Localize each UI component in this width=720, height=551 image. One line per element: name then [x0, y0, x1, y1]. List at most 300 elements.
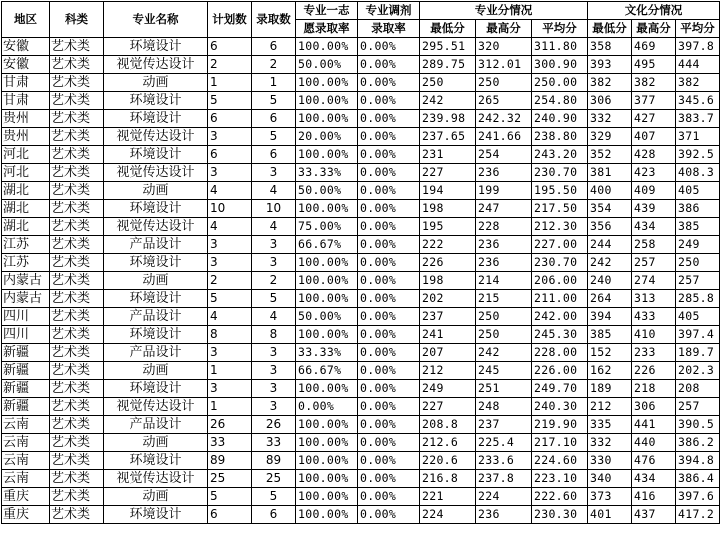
cell-pro-avg: 240.30 [532, 398, 588, 416]
cell-major: 环境设计 [104, 290, 208, 308]
header-cul-score-group: 文化分情况 [588, 2, 720, 20]
table-row [2, 452, 720, 470]
cell-cul-min: 244 [588, 236, 632, 254]
table-row [2, 380, 720, 398]
cell-pro-avg: 223.10 [532, 470, 588, 488]
cell-category: 艺术类 [50, 146, 104, 164]
cell-cul-min: 400 [588, 182, 632, 200]
cell-adjust-rate: 0.00% [358, 308, 420, 326]
cell-pro-min: 216.8 [420, 470, 476, 488]
cell-pro-min: 208.8 [420, 416, 476, 434]
header-adjust-line2: 录取率 [358, 20, 420, 38]
table-row [2, 56, 720, 74]
table-row [2, 290, 720, 308]
cell-cul-min: 354 [588, 200, 632, 218]
cell-cul-avg: 250 [676, 254, 720, 272]
cell-region: 新疆 [2, 380, 50, 398]
cell-cul-max: 495 [632, 56, 676, 74]
cell-category: 艺术类 [50, 218, 104, 236]
table-row [2, 434, 720, 452]
cell-region: 贵州 [2, 128, 50, 146]
cell-region: 湖北 [2, 200, 50, 218]
cell-cul-max: 439 [632, 200, 676, 218]
header-plan: 计划数 [208, 2, 252, 38]
cell-pro-min: 194 [420, 182, 476, 200]
cell-category: 艺术类 [50, 200, 104, 218]
cell-cul-min: 332 [588, 110, 632, 128]
cell-cul-min: 240 [588, 272, 632, 290]
cell-pro-avg: 240.90 [532, 110, 588, 128]
cell-cul-max: 434 [632, 470, 676, 488]
cell-admit: 5 [252, 488, 296, 506]
cell-cul-max: 233 [632, 344, 676, 362]
cell-pro-avg: 238.80 [532, 128, 588, 146]
table-row [2, 326, 720, 344]
cell-first-choice-rate: 75.00% [296, 218, 358, 236]
cell-major: 环境设计 [104, 380, 208, 398]
cell-category: 艺术类 [50, 434, 104, 452]
cell-category: 艺术类 [50, 128, 104, 146]
cell-region: 云南 [2, 416, 50, 434]
cell-cul-min: 401 [588, 506, 632, 524]
cell-first-choice-rate: 100.00% [296, 146, 358, 164]
cell-region: 云南 [2, 452, 50, 470]
cell-admit: 3 [252, 398, 296, 416]
cell-cul-avg: 444 [676, 56, 720, 74]
cell-plan: 4 [208, 308, 252, 326]
cell-category: 艺术类 [50, 92, 104, 110]
cell-first-choice-rate: 33.33% [296, 164, 358, 182]
table-row [2, 506, 720, 524]
cell-cul-avg: 397.6 [676, 488, 720, 506]
cell-pro-avg: 254.80 [532, 92, 588, 110]
cell-pro-avg: 212.30 [532, 218, 588, 236]
header-pro-max: 最高分 [476, 20, 532, 38]
cell-cul-avg: 390.5 [676, 416, 720, 434]
cell-adjust-rate: 0.00% [358, 146, 420, 164]
cell-major: 动画 [104, 362, 208, 380]
cell-cul-avg: 405 [676, 182, 720, 200]
cell-major: 动画 [104, 74, 208, 92]
cell-region: 新疆 [2, 362, 50, 380]
cell-region: 四川 [2, 326, 50, 344]
cell-category: 艺术类 [50, 74, 104, 92]
cell-pro-max: 250 [476, 74, 532, 92]
cell-region: 河北 [2, 164, 50, 182]
cell-first-choice-rate: 100.00% [296, 380, 358, 398]
cell-pro-min: 289.75 [420, 56, 476, 74]
table-row [2, 38, 720, 56]
cell-major: 产品设计 [104, 344, 208, 362]
cell-cul-min: 264 [588, 290, 632, 308]
cell-pro-avg: 230.70 [532, 164, 588, 182]
cell-pro-min: 227 [420, 398, 476, 416]
cell-cul-max: 377 [632, 92, 676, 110]
cell-major: 环境设计 [104, 110, 208, 128]
cell-region: 云南 [2, 470, 50, 488]
cell-pro-avg: 249.70 [532, 380, 588, 398]
table-row [2, 146, 720, 164]
cell-pro-max: 236 [476, 254, 532, 272]
cell-pro-avg: 219.90 [532, 416, 588, 434]
cell-pro-min: 239.98 [420, 110, 476, 128]
cell-cul-min: 189 [588, 380, 632, 398]
cell-category: 艺术类 [50, 164, 104, 182]
cell-major: 环境设计 [104, 38, 208, 56]
cell-plan: 3 [208, 380, 252, 398]
cell-plan: 3 [208, 344, 252, 362]
cell-pro-avg: 242.00 [532, 308, 588, 326]
cell-first-choice-rate: 50.00% [296, 56, 358, 74]
cell-pro-max: 236 [476, 164, 532, 182]
cell-cul-avg: 385 [676, 218, 720, 236]
cell-major: 环境设计 [104, 254, 208, 272]
cell-cul-min: 212 [588, 398, 632, 416]
cell-cul-avg: 386.2 [676, 434, 720, 452]
table-row [2, 236, 720, 254]
cell-adjust-rate: 0.00% [358, 380, 420, 398]
cell-pro-max: 237 [476, 416, 532, 434]
cell-region: 云南 [2, 434, 50, 452]
cell-adjust-rate: 0.00% [358, 434, 420, 452]
header-major: 专业名称 [104, 2, 208, 38]
cell-cul-max: 407 [632, 128, 676, 146]
cell-plan: 1 [208, 398, 252, 416]
cell-first-choice-rate: 100.00% [296, 416, 358, 434]
cell-adjust-rate: 0.00% [358, 92, 420, 110]
cell-major: 动画 [104, 182, 208, 200]
cell-adjust-rate: 0.00% [358, 452, 420, 470]
header-pro-score-group: 专业分情况 [420, 2, 588, 20]
cell-admit: 3 [252, 380, 296, 398]
cell-pro-avg: 195.50 [532, 182, 588, 200]
cell-pro-max: 214 [476, 272, 532, 290]
cell-first-choice-rate: 100.00% [296, 254, 358, 272]
table-row [2, 74, 720, 92]
cell-pro-max: 312.01 [476, 56, 532, 74]
table-row [2, 164, 720, 182]
cell-plan: 6 [208, 146, 252, 164]
cell-cul-max: 274 [632, 272, 676, 290]
cell-pro-max: 250 [476, 326, 532, 344]
cell-first-choice-rate: 100.00% [296, 488, 358, 506]
cell-pro-max: 254 [476, 146, 532, 164]
cell-cul-min: 352 [588, 146, 632, 164]
cell-pro-max: 225.4 [476, 434, 532, 452]
cell-major: 视觉传达设计 [104, 218, 208, 236]
cell-admit: 6 [252, 146, 296, 164]
cell-category: 艺术类 [50, 254, 104, 272]
cell-pro-max: 241.66 [476, 128, 532, 146]
cell-pro-min: 212.6 [420, 434, 476, 452]
cell-category: 艺术类 [50, 308, 104, 326]
cell-major: 视觉传达设计 [104, 398, 208, 416]
cell-pro-min: 207 [420, 344, 476, 362]
cell-cul-avg: 189.7 [676, 344, 720, 362]
cell-plan: 3 [208, 128, 252, 146]
cell-pro-max: 215 [476, 290, 532, 308]
cell-pro-min: 212 [420, 362, 476, 380]
cell-region: 新疆 [2, 344, 50, 362]
cell-category: 艺术类 [50, 290, 104, 308]
header-pro-min: 最低分 [420, 20, 476, 38]
cell-plan: 5 [208, 290, 252, 308]
table-row [2, 110, 720, 128]
cell-cul-avg: 382 [676, 74, 720, 92]
cell-region: 江苏 [2, 254, 50, 272]
cell-pro-max: 247 [476, 200, 532, 218]
cell-cul-max: 410 [632, 326, 676, 344]
cell-region: 河北 [2, 146, 50, 164]
cell-pro-max: 250 [476, 308, 532, 326]
header-cul-max: 最高分 [632, 20, 676, 38]
cell-adjust-rate: 0.00% [358, 416, 420, 434]
cell-plan: 4 [208, 218, 252, 236]
cell-plan: 1 [208, 362, 252, 380]
cell-pro-min: 202 [420, 290, 476, 308]
cell-cul-min: 306 [588, 92, 632, 110]
admission-score-table [1, 1, 720, 524]
cell-admit: 2 [252, 56, 296, 74]
cell-cul-min: 162 [588, 362, 632, 380]
cell-plan: 5 [208, 92, 252, 110]
cell-first-choice-rate: 100.00% [296, 74, 358, 92]
cell-pro-min: 226 [420, 254, 476, 272]
cell-region: 湖北 [2, 218, 50, 236]
table-row [2, 362, 720, 380]
cell-pro-avg: 227.00 [532, 236, 588, 254]
cell-cul-min: 332 [588, 434, 632, 452]
cell-pro-min: 241 [420, 326, 476, 344]
cell-pro-min: 231 [420, 146, 476, 164]
cell-adjust-rate: 0.00% [358, 128, 420, 146]
cell-plan: 6 [208, 110, 252, 128]
cell-cul-min: 152 [588, 344, 632, 362]
cell-admit: 10 [252, 200, 296, 218]
cell-cul-max: 257 [632, 254, 676, 272]
cell-adjust-rate: 0.00% [358, 470, 420, 488]
cell-region: 甘肃 [2, 92, 50, 110]
cell-major: 环境设计 [104, 506, 208, 524]
cell-cul-max: 382 [632, 74, 676, 92]
table-row [2, 308, 720, 326]
cell-cul-avg: 408.3 [676, 164, 720, 182]
cell-category: 艺术类 [50, 380, 104, 398]
cell-major: 视觉传达设计 [104, 56, 208, 74]
cell-region: 江苏 [2, 236, 50, 254]
table-row [2, 470, 720, 488]
cell-cul-min: 385 [588, 326, 632, 344]
cell-pro-min: 237.65 [420, 128, 476, 146]
table-row [2, 254, 720, 272]
cell-plan: 33 [208, 434, 252, 452]
cell-admit: 6 [252, 110, 296, 128]
header-region: 地区 [2, 2, 50, 38]
header-cul-min: 最低分 [588, 20, 632, 38]
cell-cul-max: 423 [632, 164, 676, 182]
cell-cul-avg: 417.2 [676, 506, 720, 524]
table-body [2, 38, 720, 524]
cell-plan: 8 [208, 326, 252, 344]
cell-admit: 3 [252, 344, 296, 362]
cell-cul-avg: 202.3 [676, 362, 720, 380]
cell-major: 产品设计 [104, 416, 208, 434]
cell-pro-avg: 300.90 [532, 56, 588, 74]
cell-pro-min: 242 [420, 92, 476, 110]
cell-cul-max: 437 [632, 506, 676, 524]
cell-pro-min: 198 [420, 272, 476, 290]
cell-cul-min: 242 [588, 254, 632, 272]
cell-cul-max: 306 [632, 398, 676, 416]
cell-plan: 25 [208, 470, 252, 488]
cell-cul-max: 409 [632, 182, 676, 200]
table-row [2, 128, 720, 146]
cell-cul-max: 313 [632, 290, 676, 308]
cell-cul-max: 218 [632, 380, 676, 398]
table-row [2, 398, 720, 416]
cell-adjust-rate: 0.00% [358, 290, 420, 308]
cell-adjust-rate: 0.00% [358, 236, 420, 254]
cell-major: 动画 [104, 434, 208, 452]
cell-major: 环境设计 [104, 452, 208, 470]
cell-pro-min: 227 [420, 164, 476, 182]
cell-first-choice-rate: 0.00% [296, 398, 358, 416]
cell-pro-min: 237 [420, 308, 476, 326]
cell-admit: 3 [252, 164, 296, 182]
cell-category: 艺术类 [50, 416, 104, 434]
cell-adjust-rate: 0.00% [358, 74, 420, 92]
cell-major: 动画 [104, 488, 208, 506]
cell-cul-max: 258 [632, 236, 676, 254]
cell-cul-avg: 397.8 [676, 38, 720, 56]
cell-adjust-rate: 0.00% [358, 488, 420, 506]
cell-pro-min: 195 [420, 218, 476, 236]
cell-pro-avg: 226.00 [532, 362, 588, 380]
cell-first-choice-rate: 100.00% [296, 38, 358, 56]
cell-pro-max: 242.32 [476, 110, 532, 128]
cell-pro-max: 245 [476, 362, 532, 380]
cell-pro-min: 249 [420, 380, 476, 398]
cell-adjust-rate: 0.00% [358, 362, 420, 380]
cell-adjust-rate: 0.00% [358, 254, 420, 272]
cell-adjust-rate: 0.00% [358, 56, 420, 74]
cell-category: 艺术类 [50, 506, 104, 524]
cell-pro-avg: 228.00 [532, 344, 588, 362]
cell-plan: 3 [208, 236, 252, 254]
cell-admit: 25 [252, 470, 296, 488]
cell-category: 艺术类 [50, 326, 104, 344]
cell-cul-min: 373 [588, 488, 632, 506]
cell-plan: 2 [208, 272, 252, 290]
cell-region: 湖北 [2, 182, 50, 200]
cell-major: 环境设计 [104, 92, 208, 110]
cell-major: 环境设计 [104, 326, 208, 344]
cell-first-choice-rate: 50.00% [296, 308, 358, 326]
cell-admit: 5 [252, 128, 296, 146]
cell-pro-max: 236 [476, 236, 532, 254]
cell-pro-avg: 245.30 [532, 326, 588, 344]
cell-first-choice-rate: 100.00% [296, 434, 358, 452]
cell-pro-avg: 206.00 [532, 272, 588, 290]
header-cul-avg: 平均分 [676, 20, 720, 38]
cell-major: 环境设计 [104, 146, 208, 164]
cell-category: 艺术类 [50, 344, 104, 362]
header-admit: 录取数 [252, 2, 296, 38]
cell-plan: 3 [208, 254, 252, 272]
cell-cul-min: 393 [588, 56, 632, 74]
cell-category: 艺术类 [50, 182, 104, 200]
cell-cul-min: 358 [588, 38, 632, 56]
cell-cul-max: 416 [632, 488, 676, 506]
cell-admit: 4 [252, 182, 296, 200]
table-row [2, 92, 720, 110]
cell-cul-avg: 285.8 [676, 290, 720, 308]
cell-region: 贵州 [2, 110, 50, 128]
cell-admit: 5 [252, 92, 296, 110]
cell-category: 艺术类 [50, 236, 104, 254]
cell-adjust-rate: 0.00% [358, 398, 420, 416]
cell-category: 艺术类 [50, 488, 104, 506]
cell-category: 艺术类 [50, 272, 104, 290]
cell-cul-min: 335 [588, 416, 632, 434]
cell-pro-avg: 243.20 [532, 146, 588, 164]
cell-pro-max: 237.8 [476, 470, 532, 488]
cell-region: 内蒙古 [2, 272, 50, 290]
cell-pro-avg: 250.00 [532, 74, 588, 92]
cell-first-choice-rate: 100.00% [296, 200, 358, 218]
cell-pro-min: 295.51 [420, 38, 476, 56]
cell-major: 产品设计 [104, 236, 208, 254]
cell-first-choice-rate: 20.00% [296, 128, 358, 146]
cell-cul-max: 433 [632, 308, 676, 326]
cell-region: 甘肃 [2, 74, 50, 92]
cell-major: 环境设计 [104, 200, 208, 218]
cell-cul-min: 356 [588, 218, 632, 236]
cell-adjust-rate: 0.00% [358, 110, 420, 128]
cell-pro-avg: 224.60 [532, 452, 588, 470]
cell-adjust-rate: 0.00% [358, 506, 420, 524]
cell-adjust-rate: 0.00% [358, 38, 420, 56]
cell-cul-avg: 405 [676, 308, 720, 326]
cell-cul-max: 440 [632, 434, 676, 452]
cell-major: 视觉传达设计 [104, 128, 208, 146]
cell-pro-min: 222 [420, 236, 476, 254]
cell-admit: 3 [252, 236, 296, 254]
cell-cul-avg: 257 [676, 398, 720, 416]
cell-cul-avg: 397.4 [676, 326, 720, 344]
cell-first-choice-rate: 100.00% [296, 272, 358, 290]
cell-cul-min: 394 [588, 308, 632, 326]
cell-cul-max: 441 [632, 416, 676, 434]
cell-pro-max: 251 [476, 380, 532, 398]
cell-major: 产品设计 [104, 308, 208, 326]
cell-region: 新疆 [2, 398, 50, 416]
cell-admit: 8 [252, 326, 296, 344]
cell-cul-max: 427 [632, 110, 676, 128]
table-row [2, 488, 720, 506]
cell-cul-avg: 257 [676, 272, 720, 290]
cell-plan: 10 [208, 200, 252, 218]
cell-region: 安徽 [2, 38, 50, 56]
cell-pro-max: 248 [476, 398, 532, 416]
cell-cul-min: 382 [588, 74, 632, 92]
cell-adjust-rate: 0.00% [358, 272, 420, 290]
cell-pro-avg: 217.10 [532, 434, 588, 452]
cell-plan: 26 [208, 416, 252, 434]
cell-adjust-rate: 0.00% [358, 182, 420, 200]
table-row [2, 182, 720, 200]
cell-cul-max: 476 [632, 452, 676, 470]
